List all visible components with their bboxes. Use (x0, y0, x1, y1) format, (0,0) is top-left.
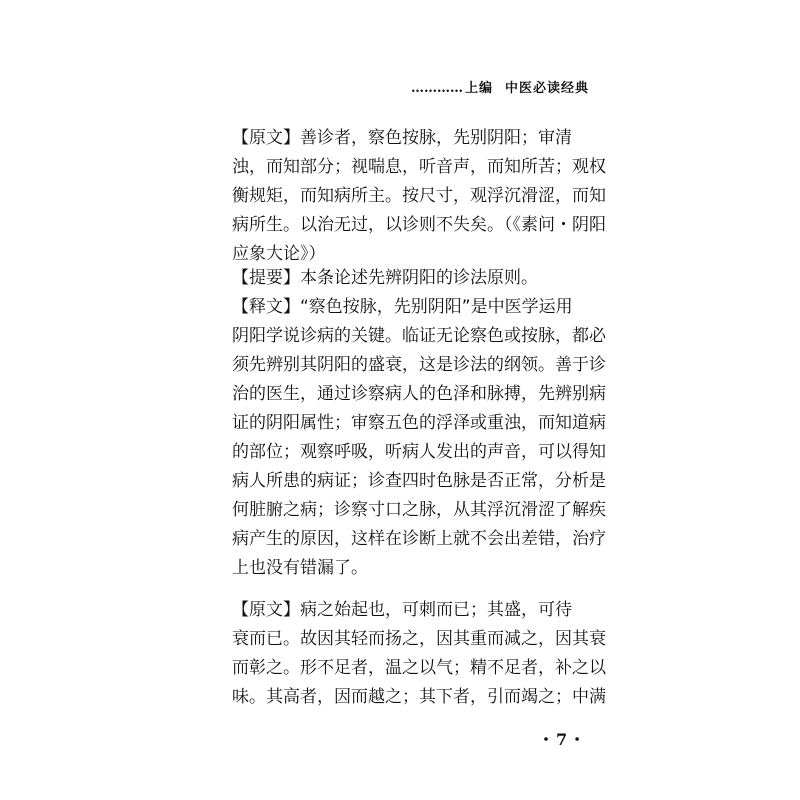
text-line: 阴阳学说诊病的关键。临证无论察色或按脉，都必 (232, 326, 606, 346)
text-line: 味。其高者，因而越之；其下者，引而竭之；中满 (232, 687, 606, 707)
section1-original-text (232, 124, 606, 269)
text-line: 【原文】病之始起也，可刺而已；其盛，可待 (232, 600, 572, 620)
header-part-title: 上编 (464, 81, 493, 96)
running-header (411, 77, 589, 96)
summary-line: 【提要】本条论述先辨阴阳的诊法原则。 (232, 268, 538, 288)
text-line: 而彰之。形不足者，温之以气；精不足者，补之以 (232, 658, 606, 678)
header-book-title: 中医必读经典 (504, 81, 589, 96)
text-line: 治的医生，通过诊察病人的色泽和脉搏，先辨别病 (232, 384, 606, 404)
header-leader-dots: ………… (410, 81, 463, 96)
text-line: 浊，而知部分；视喘息，听音声，而知所苦；观权 (232, 157, 606, 177)
text-line: 应象大论》） (232, 244, 326, 264)
text-line: 【原文】善诊者，察色按脉，先别阴阳；审清 (232, 128, 572, 148)
text-line: 何脏腑之病；诊察寸口之脉，从其浮沉滑涩了解疾 (232, 500, 606, 520)
section1-commentary (232, 264, 606, 583)
text-line: 病人所患的病证；诊查四时色脉是否正常，分析是 (232, 471, 606, 491)
section2-original-text (232, 596, 606, 712)
text-line: 上也没有错漏了。 (232, 558, 368, 578)
text-line: 【释文】“察色按脉，先别阴阳”是中医学运用 (232, 297, 573, 317)
page-number: ・7・ (538, 730, 588, 749)
text-line: 病产生的原因，这样在诊断上就不会出差错，治疗 (232, 529, 606, 549)
text-line: 衰而已。故因其轻而扬之，因其重而减之，因其衰 (232, 629, 606, 649)
text-line: 须先辨别其阴阳的盛衰，这是诊法的纲领。善于诊 (232, 355, 606, 375)
text-line: 证的阴阳属性；审察五色的浮泽或重浊，而知道病 (232, 413, 606, 433)
text-line: 衡规矩，而知病所主。按尺寸，观浮沉滑涩，而知 (232, 186, 606, 206)
text-line: 病所生。以治无过，以诊则不失矣。（《素问・阴阳 (232, 215, 606, 235)
text-line: 的部位；观察呼吸，听病人发出的声音，可以得知 (232, 442, 606, 462)
